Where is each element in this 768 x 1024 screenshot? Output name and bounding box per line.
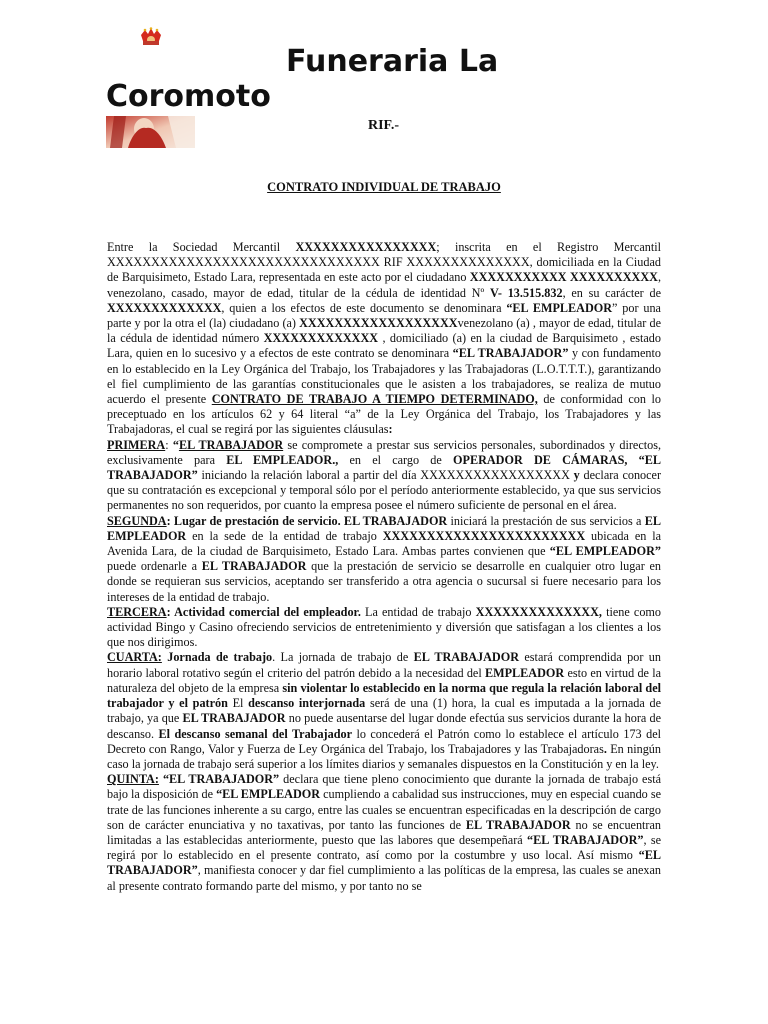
company-name: Funeraria La Coromoto bbox=[106, 44, 499, 114]
rif-label: RIF.- bbox=[368, 118, 399, 133]
clause-segunda: SEGUNDA: Lugar de prestación de servicio. EL TRABAJADOR iniciará la prestación de sus servicios a EL EMPLEADOR en la sede de la entidad de trabajo XXXXXXXXXXXXXXXXXXXXXXX ubicada en la Avenida Lara, de la ciudad de Barquisimeto, Estado Lara. Ambas partes convienen que “EL EMPLEADOR” puede ordenarle a EL TRABAJADOR que la prestación de servicio se desarrolle en cualquier otro lugar en donde se requieran sus servicios, aceptando ser transferido a otra agencia o sucursal si fuere necesario para los intereses de la entidad de trabajo. bbox=[107, 513, 662, 604]
clause-tercera: TERCERA: Actividad comercial del empleador. La entidad de trabajo XXXXXXXXXXXXXX, tiene como actividad Bingo y Casino ofreciendo servicios de entretenimiento y diversión que satisfagan a los clientes a los que nos dirigimos. bbox=[107, 604, 661, 650]
clause-heading: QUINTA: bbox=[107, 772, 159, 787]
clause-quinta: QUINTA: “EL TRABAJADOR” declara que tiene pleno conocimiento que durante la jornada de trabajo está bajo la disposición de “EL EMPLEADOR cumpliendo a cabalidad sus instrucciones, muy en especial cuando se trate de las funciones inherente a su cargo, entre las cuales se encuentran especificadas en la descripción de cargo son de carácter enunciativa y no taxativas, por tanto las funciones de EL TRABAJADOR no se encuentran limitadas a las establecidas anteriormente, puesto que las labores que desempeñará “EL TRABAJADOR”, se regirá por lo establecido en el presente contrato, así como por la costumbre y uso local. Así mismo “EL TRABAJADOR”, manifiesta conocer y dar fiel cumplimiento a las políticas de la empresa, las cuales se anexan al presente contrato formando parte del mismo, y por tanto no se bbox=[107, 772, 661, 893]
document-title: CONTRATO INDIVIDUAL DE TRABAJO bbox=[267, 180, 501, 194]
clause-primera: PRIMERA: “EL TRABAJADOR se compromete a prestar sus servicios personales, subordinados y directos, exclusivamente para EL EMPLEADOR., en el cargo de OPERADOR DE CÁMARAS, “EL TRABAJADOR” iniciando la relación laboral a partir del día XXXXXXXXXXXXXXXXX y declara conocer que su contratación es excepcional y temporal sólo por el período anteriormente establecido, ya que sus servicios permanentes no son requeridos, por cuanto la empresa posee el número suficiente de personal en el área. bbox=[107, 437, 662, 513]
religious-image bbox=[106, 116, 195, 148]
clause-heading: CUARTA: bbox=[107, 650, 162, 665]
clause-heading: SEGUNDA bbox=[107, 513, 167, 528]
clause-heading: TERCERA bbox=[107, 604, 167, 619]
contract-body bbox=[107, 240, 661, 894]
clause-cuarta: CUARTA: Jornada de trabajo. La jornada de trabajo de EL TRABAJADOR estará comprendida por un horario laboral rotativo según el criterio del patrón debido a la necesidad del EMPLEADOR esto en virtud de la naturaleza del objeto de la empresa sin violentar lo establecido en la norma que regula la relación laboral del trabajador y el patrón El descanso interjornada será de una (1) hora, la cual es imputada a la jornada de trabajo, ya que EL TRABAJADOR no puede ausentarse del lugar donde efectúa sus servicios durante la hora de descanso. El descanso semanal del Trabajador lo concederá el Patrón como lo establece el artículo 173 del Decreto con Rango, Valor y Fuerza de Ley Orgánica del Trabajo, los Trabajadores y las Trabajadoras. En ningún caso la jornada de trabajo será superior a los límites diarios y semanales dispuestos en la Constitución y en la ley. bbox=[107, 650, 661, 771]
clause-heading: PRIMERA bbox=[107, 437, 166, 452]
intro-paragraph: Entre la Sociedad Mercantil XXXXXXXXXXXXXXXX; inscrita en el Registro Mercantil XXXXXXXXXXXXXXXXXXXXXXXXXXXXXXX RIF XXXXXXXXXXXXXX, domiciliada en la Ciudad de Barquisimeto, Estado Lara, representada en este acto por el ciudadano XXXXXXXXXXX XXXXXXXXXX, venezolano, casado, mayor de edad, titular de la cédula de identidad Nº V- 13.515.832, en su carácter de XXXXXXXXXXXXX, quien a los efectos de este documento se denominara “EL EMPLEADOR” por una parte y por la otra el (la) ciudadano (a) XXXXXXXXXXXXXXXXXXvenezolano (a) , mayor de edad, titular de la cédula de identidad número XXXXXXXXXXXXX , domiciliado (a) en la ciudad de Barquisimeto , estado Lara, quien en lo sucesivo y a efectos de este contrato se denominara “EL TRABAJADOR” y con fundamento en lo establecido en la Ley Orgánica del Trabajo, los Trabajadores y las Trabajadoras (L.O.T.T.T.), garantizando el fiel cumplimiento de las garantías constitucionales que le asisten a los trabajadores, se realiza de mutuo acuerdo el presente CONTRATO DE TRABAJO A TIEMPO DETERMINADO, de conformidad con lo preceptuado en los artículos 62 y 64 literal “a” de la Ley Orgánica del Trabajo, los Trabajadores y las Trabajadoras, el cual se regirá por las siguientes cláusulas: bbox=[107, 240, 661, 437]
